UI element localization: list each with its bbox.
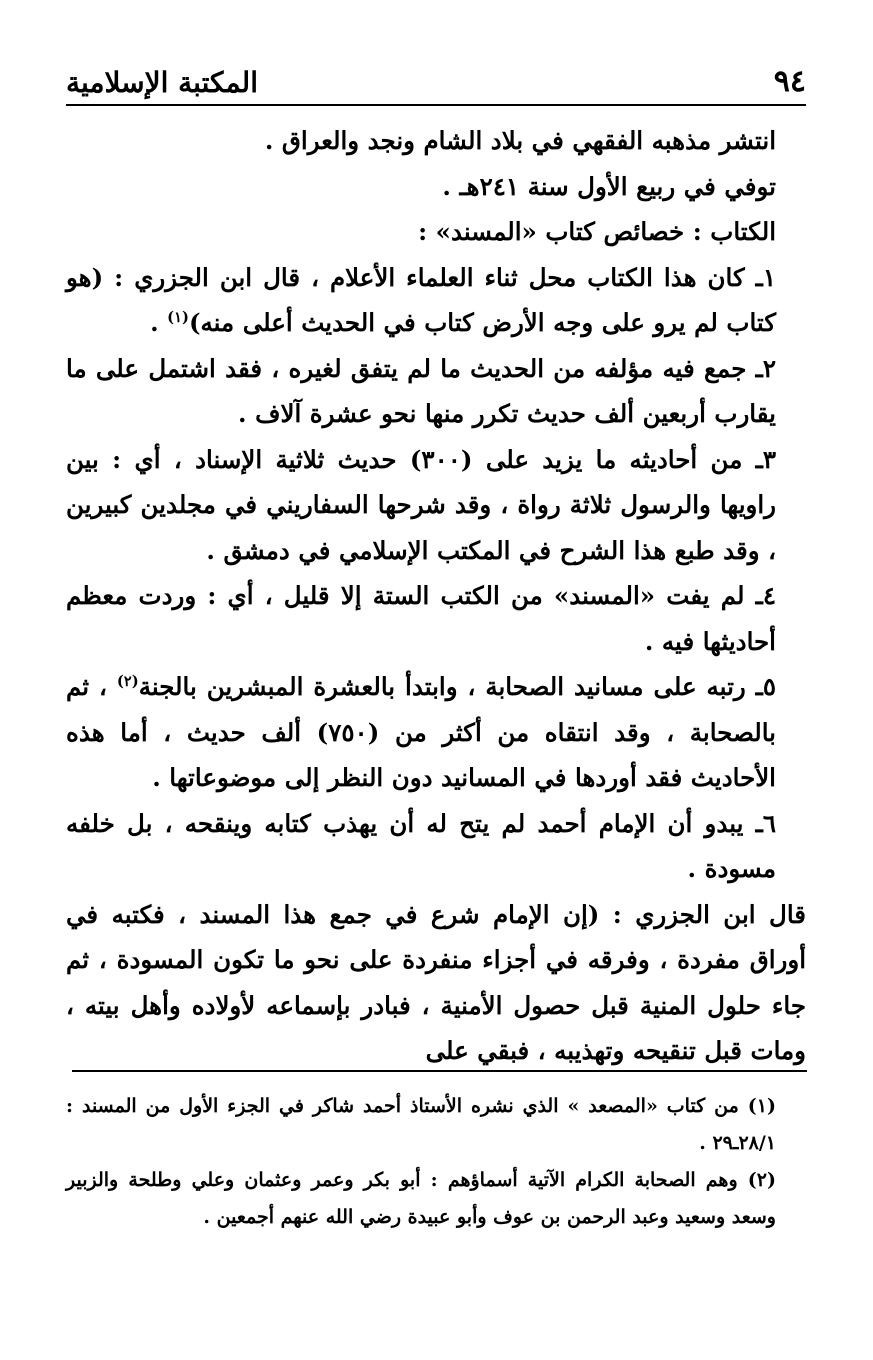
page-header: [66, 60, 806, 104]
item-1-text: ١ـ كان هذا الكتاب محل ثناء العلماء الأعلام ، قال ابن الجزري : (هو كتاب لم يرو على وجه الأرض كتاب في الحديث أعلى منه): [66, 262, 776, 337]
paragraph-death: توفي في ربيع الأول سنة ٢٤١هـ .: [442, 171, 776, 201]
paragraph-item-5: [66, 664, 806, 801]
item-1-end: .: [150, 308, 168, 337]
page-number: ٩٤: [773, 64, 806, 99]
paragraph-item-4: ٤ـ لم يفت «المسند» من الكتب الستة إلا قليل ، أي : وردت معظم أحاديثها فيه .: [66, 581, 776, 656]
paragraph-item-6: ٦ـ يبدو أن الإمام أحمد لم يتح له أن يهذب كتابه وينقحه ، بل خلفه مسودة .: [66, 808, 776, 883]
paragraph-item-3: ٣ـ من أحاديثه ما يزيد على (٣٠٠) حديث ثلاثية الإسناد ، أي : بين راويها والرسول ثلاثة رواة ، وقد شرحها السفاريني في مجلدين كبيرين ، وقد طبع هذا الشرح في المكتب الإسلامي في دمشق .: [66, 444, 777, 565]
running-title: المكتبة الإسلامية: [66, 66, 258, 99]
item-5-text-a: ٥ـ رتبه على مسانيد الصحابة ، وابتدأ بالعشرة المبشرين بالجنة: [138, 672, 776, 701]
footnote-1: (١) من كتاب «المصعد » الذي نشره الأستاذ أحمد شاكر في الجزء الأول من المسند : ٢٨/١ـ٢٩ .: [66, 1095, 776, 1154]
paragraph-quote: قال ابن الجزري : (إن الإمام شرع في جمع هذا المسند ، فكتبه في أوراق مفردة ، وفرقه في أجزاء منفردة على نحو ما تكون المسودة ، ثم جاء حلول المنية قبل حصول الأمنية ، فبادر بإسماعه لأولاده وأهل بيته ، ومات قبل تنقيحه وتهذيبه ، فبقي على: [66, 899, 806, 1065]
paragraph-item-1: [66, 255, 806, 346]
footnotes: [66, 1088, 806, 1236]
paragraph-spread: انتشر مذهبه الفقهي في بلاد الشام ونجد والعراق .: [264, 126, 776, 155]
item-5-text-b: ، ثم بالصحابة ، وقد انتقاه من أكثر من (٧٥٠) ألف حديث ، أما هذه الأحاديث فقد أوردها في المسانيد دون النظر إلى موضوعاتها .: [66, 672, 776, 792]
header-rule: [66, 104, 806, 106]
footnote-rule: [72, 1070, 807, 1072]
footnote-ref-2: (٢): [116, 672, 139, 690]
main-text: [66, 118, 806, 1074]
paragraph-item-2: ٢ـ جمع فيه مؤلفه من الحديث ما لم يتفق لغيره ، فقد اشتمل على ما يقارب أربعين ألف حديث تكرر منها نحو عشرة آلاف .: [66, 353, 776, 428]
footnote-2: (٢) وهم الصحابة الكرام الآتية أسماؤهم : أبو بكر وعمر وعثمان وعلي وطلحة والزبير وسعد وسعيد وعبد الرحمن بن عوف وأبو عبيدة رضي الله عنهم أجمعين .: [66, 1169, 776, 1228]
footnote-ref-1: (١): [167, 308, 189, 326]
paragraph-book-heading: الكتاب : خصائص كتاب «المسند» :: [418, 217, 776, 246]
